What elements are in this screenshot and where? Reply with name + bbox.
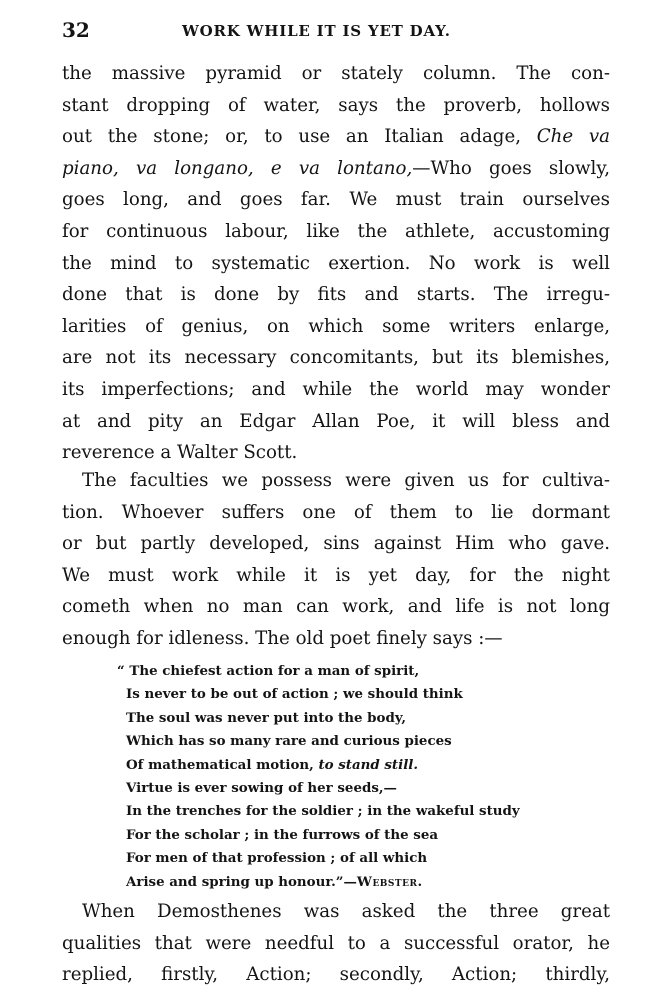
text-line: at and pity an Edgar Allan Poe, it will bless and	[62, 410, 610, 432]
text-line: for continuous labour, like the athlete, accustoming	[62, 220, 610, 242]
text-line: the massive pyramid or stately column. The con-	[62, 63, 610, 84]
quote-line: The soul was never put into the body,	[126, 709, 406, 726]
text-line: are not its necessary concomitants, but its blemishes,	[62, 347, 610, 369]
italic-phrase: to stand still.	[318, 756, 419, 773]
text-line: out the stone; or, to use an Italian adage, Che va	[62, 126, 610, 148]
paragraph-2	[62, 465, 610, 655]
page-number: 32	[62, 18, 90, 42]
text-line: done that is done by fits and starts. The irregu-	[62, 284, 610, 306]
quote-line: Virtue is ever sowing of her seeds,—	[126, 779, 397, 796]
quote-attribution: Webster.	[356, 873, 423, 890]
text-line: The faculties we possess were given us for cultiva-	[82, 470, 610, 491]
text-line: piano, va longano, e va lontano,—Who goes slowly,	[62, 157, 611, 179]
block-quote	[117, 660, 566, 894]
text-line: tion. Whoever suffers one of them to lie dormant	[62, 501, 610, 523]
quote-line: For the scholar ; in the furrows of the sea	[126, 826, 439, 843]
text-line: replied, firstly, Action; secondly, Action; thirdly,	[62, 964, 610, 986]
quote-line: Of mathematical motion, to stand still.	[126, 756, 419, 773]
text-line: enough for idleness. The old poet finely says :—	[62, 627, 503, 649]
quote-line: For men of that profession ; of all which	[126, 850, 428, 867]
text-line: qualities that were needful to a successful orator, he	[62, 932, 610, 954]
text-line: reverence a Walter Scott.	[62, 442, 298, 464]
quote-line: “ The chiefest action for a man of spirit,	[117, 663, 420, 679]
italic-phrase: piano, va longano, e va lontano,	[62, 157, 413, 179]
quote-line: Arise and spring up honour.”—Webster.	[126, 873, 423, 890]
text-line: stant dropping of water, says the proverb, hollows	[62, 94, 610, 116]
text-line: the mind to systematic exertion. No work is well	[62, 252, 610, 274]
text-line: We must work while it is yet day, for the night	[62, 564, 610, 586]
page-header	[62, 18, 610, 44]
paragraph-3	[62, 896, 610, 991]
quote-line: Which has so many rare and curious pieces	[126, 733, 452, 750]
text-line: its imperfections; and while the world may wonder	[62, 378, 610, 400]
paragraph-1	[62, 58, 610, 469]
quote-line: Is never to be out of action ; we should think	[126, 686, 463, 703]
text-line: goes long, and goes far. We must train ourselves	[62, 189, 610, 211]
text-line: cometh when no man can work, and life is not long	[62, 596, 610, 618]
text-line: larities of genius, on which some writers enlarge,	[62, 315, 610, 337]
running-title: WORK WHILE IT IS YET DAY.	[182, 22, 451, 40]
italic-phrase: Che va	[536, 126, 610, 148]
text-line: or but partly developed, sins against Him who gave.	[62, 533, 610, 555]
quote-line: In the trenches for the soldier ; in the wakeful study	[126, 803, 520, 820]
text-line: When Demosthenes was asked the three great	[82, 901, 610, 922]
